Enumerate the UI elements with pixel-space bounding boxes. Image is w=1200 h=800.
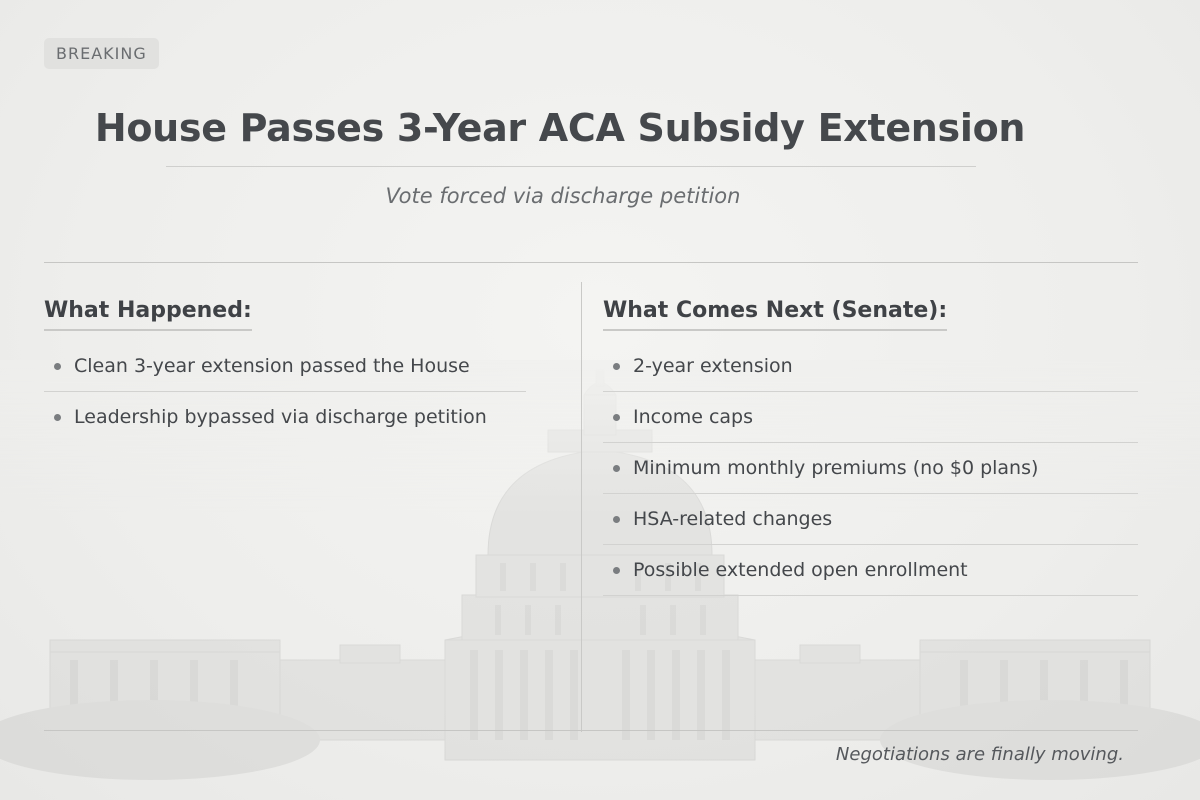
what-comes-next-section xyxy=(603,298,1138,596)
bullet-icon xyxy=(613,567,620,574)
list-item xyxy=(603,392,1138,443)
list-item-text: 2-year extension xyxy=(633,355,793,377)
footer-note: Negotiations are finally moving. xyxy=(835,744,1124,765)
list-item xyxy=(44,392,526,442)
bullet-icon xyxy=(613,516,620,523)
column-divider xyxy=(581,282,582,732)
list-item-text: Possible extended open enrollment xyxy=(633,559,968,581)
section-divider-top xyxy=(44,262,1138,263)
list-item xyxy=(603,443,1138,494)
list-item xyxy=(603,341,1138,392)
bullet-icon xyxy=(613,414,620,421)
subheadline: Vote forced via discharge petition xyxy=(385,184,741,208)
section-divider-bottom xyxy=(44,730,1138,731)
bullet-icon xyxy=(54,363,61,370)
what-comes-next-list xyxy=(603,341,1138,596)
list-item-text: Leadership bypassed via discharge petition xyxy=(74,406,487,428)
what-happened-list xyxy=(44,341,526,442)
list-item xyxy=(603,545,1138,596)
breaking-badge: BREAKING xyxy=(44,38,159,69)
list-item-text: Clean 3-year extension passed the House xyxy=(74,355,470,377)
list-item xyxy=(44,341,526,392)
list-item xyxy=(603,494,1138,545)
bullet-icon xyxy=(54,414,61,421)
list-item-text: HSA-related changes xyxy=(633,508,833,530)
bullet-icon xyxy=(613,363,620,370)
list-item-text: Minimum monthly premiums (no $0 plans) xyxy=(633,457,1039,479)
headline-underline xyxy=(166,166,976,167)
what-happened-section xyxy=(44,298,526,442)
what-happened-heading: What Happened: xyxy=(44,298,252,331)
bullet-icon xyxy=(613,465,620,472)
list-item-text: Income caps xyxy=(633,406,754,428)
headline: House Passes 3-Year ACA Subsidy Extension xyxy=(94,106,1026,150)
what-comes-next-heading: What Comes Next (Senate): xyxy=(603,298,947,331)
